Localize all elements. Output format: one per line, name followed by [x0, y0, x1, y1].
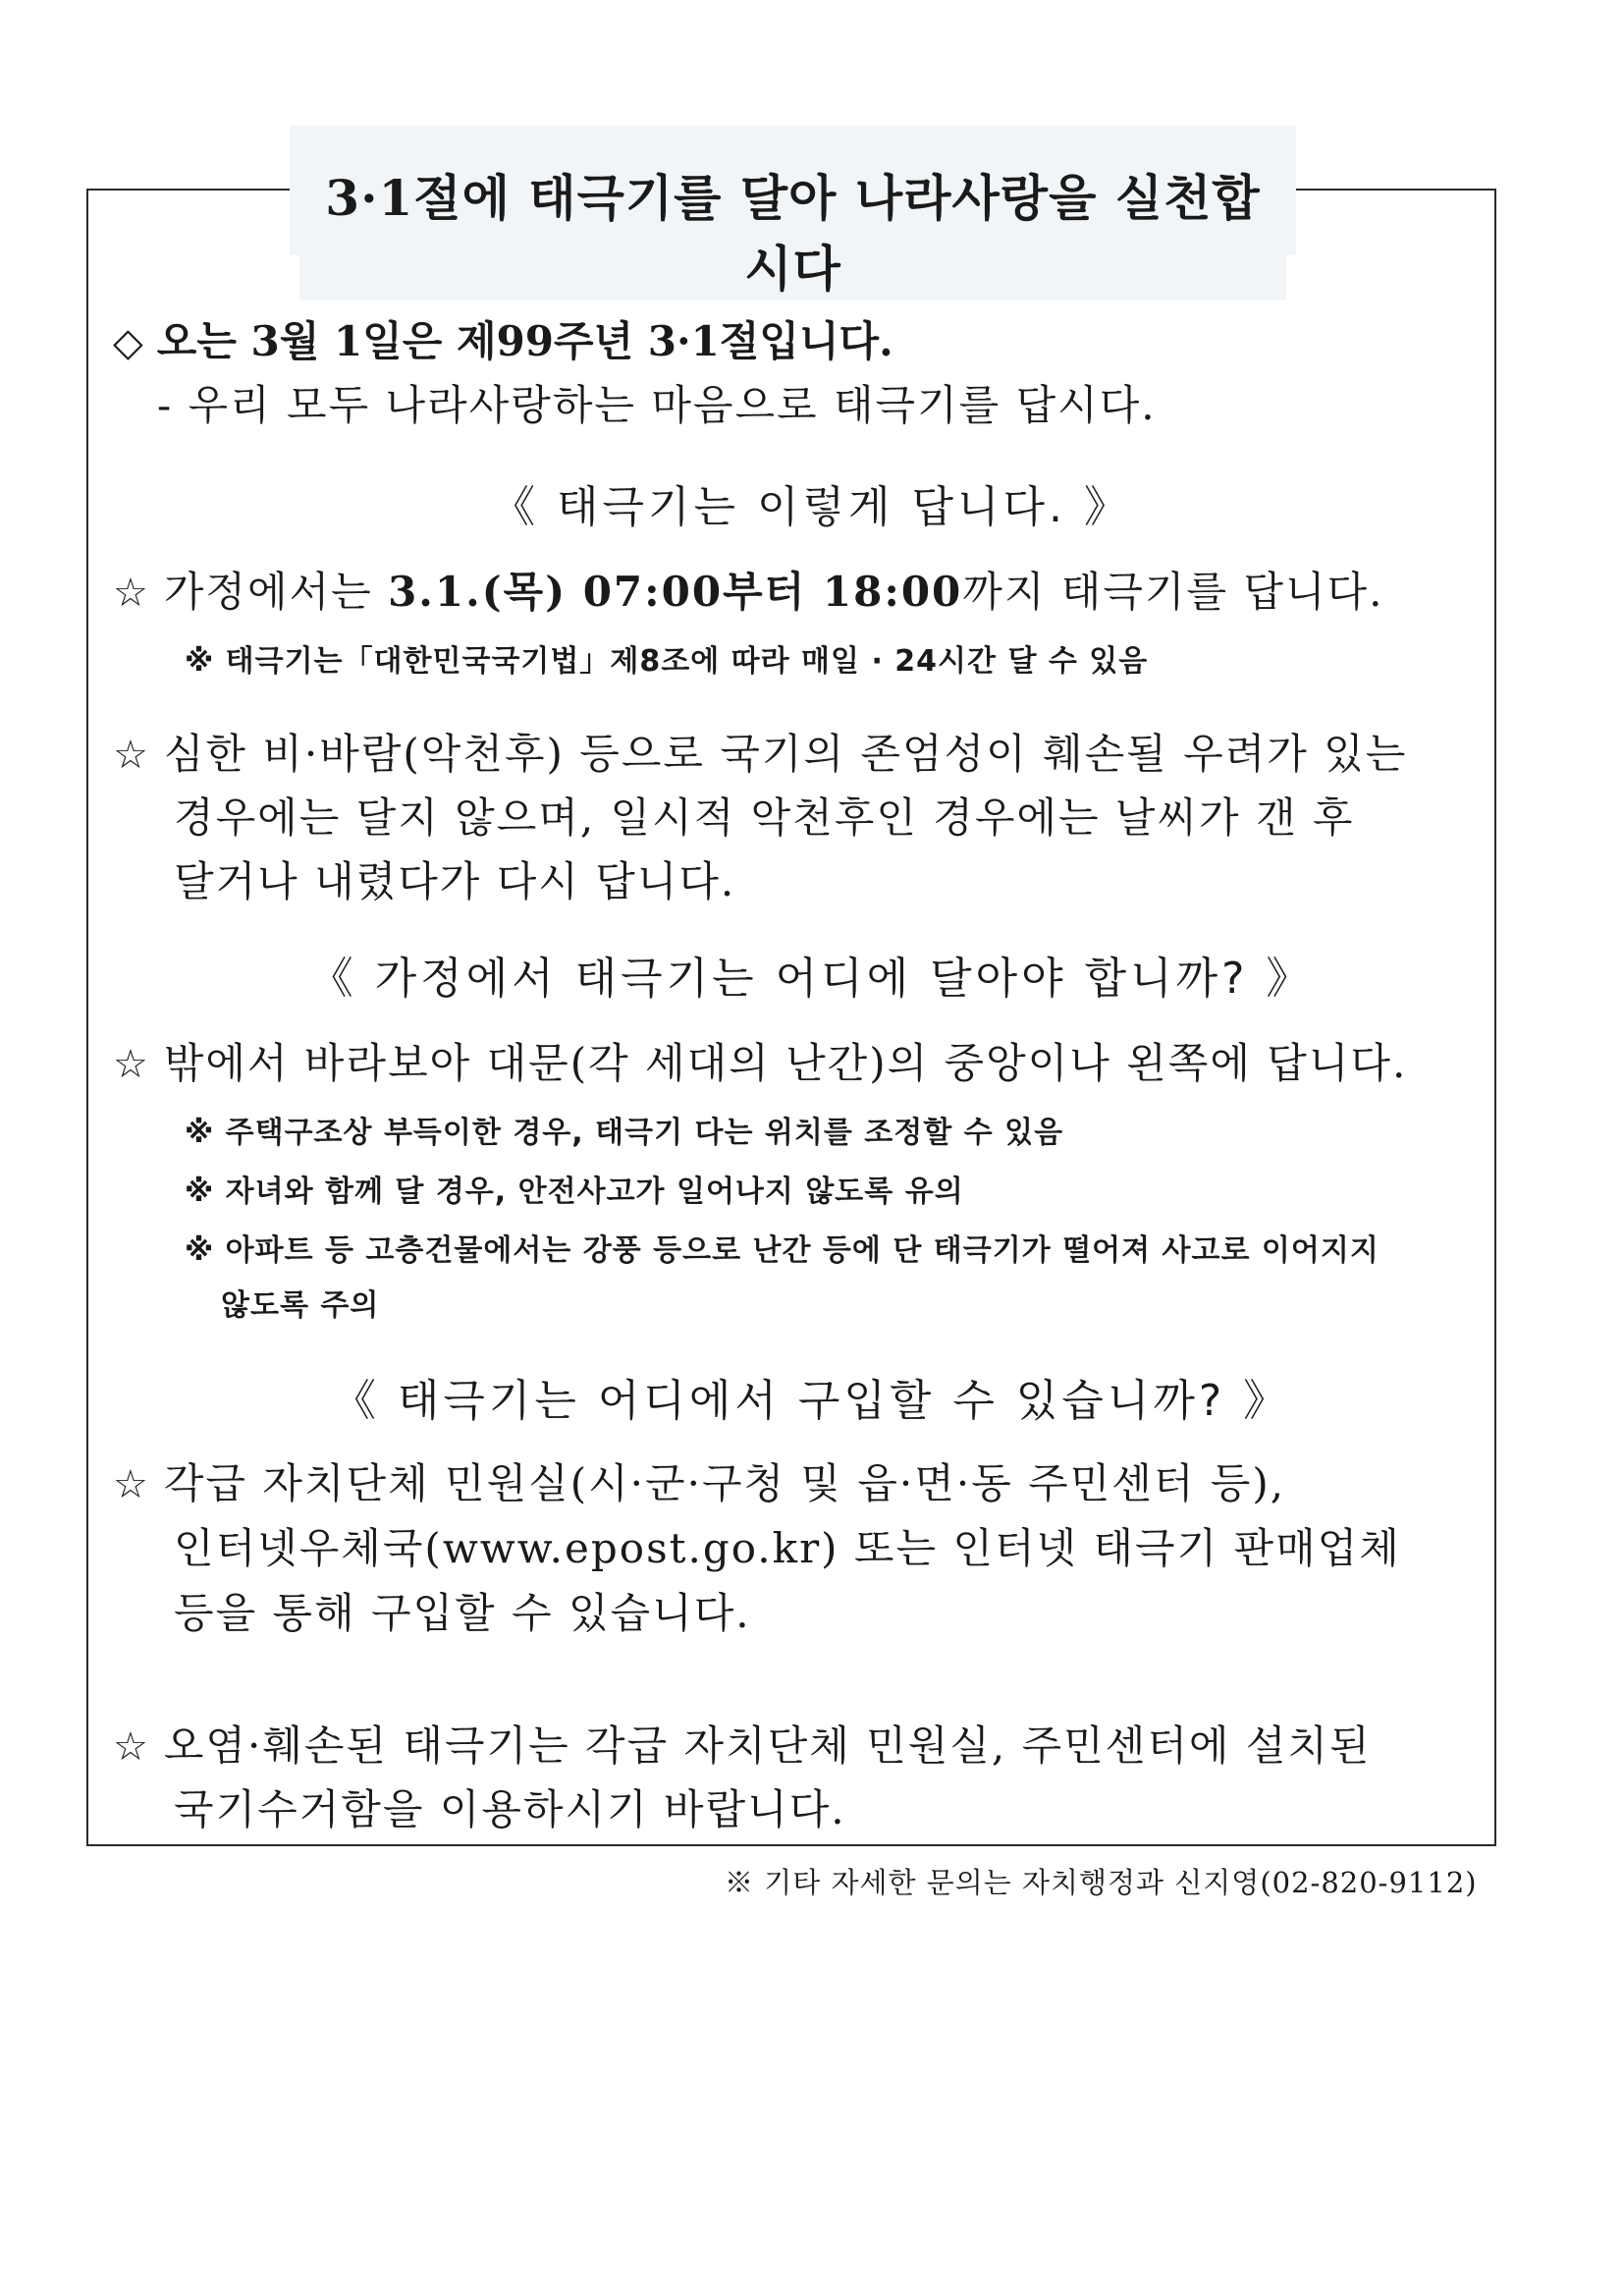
notice-title: 3·1절에 태극기를 달아 나라사랑을 실천합시다 [299, 159, 1286, 301]
section1-item1: ☆ 가정에서는 3.1.(목) 07:00부터 18:00까지 태극기를 답니다. [113, 568, 1384, 616]
section2-note-3-cont: 않도록 주의 [221, 1288, 380, 1323]
section2-note-1: ※ 주택구조상 부득이한 경우, 태극기 다는 위치를 조정할 수 있음 [185, 1116, 1064, 1150]
star-icon: ☆ [113, 1462, 150, 1507]
star-icon: ☆ [113, 733, 150, 778]
star-icon: ☆ [113, 1724, 150, 1770]
section1-item2-line3: 달거나 내렸다가 다시 답니다. [174, 857, 736, 905]
section3-item2-line2: 국기수거함을 이용하시기 바랍니다. [174, 1785, 846, 1833]
star-icon: ☆ [113, 1042, 150, 1087]
section3-item1-line3: 등을 통해 구입할 수 있습니다. [174, 1589, 751, 1637]
intro-sub: - 우리 모두 나라사랑하는 마음으로 태극기를 답시다. [157, 381, 1157, 429]
section3-item2-line1: ☆ 오염·훼손된 태극기는 각급 자치단체 민원실, 주민센터에 설치된 [113, 1722, 1372, 1770]
section1-heading: 《 태극기는 이렇게 답니다. 》 [492, 482, 1131, 532]
section2-note-3: ※ 아파트 등 고층건물에서는 강풍 등으로 난간 등에 단 태극기가 떨어져 사고로 이어지지 [185, 1233, 1380, 1268]
section2-item: ☆ 밖에서 바라보아 대문(각 세대의 난간)의 중앙이나 왼쪽에 답니다. [113, 1039, 1408, 1087]
section1-item2-line1: ☆ 심한 비·바람(악천후) 등으로 국기의 존엄성이 훼손될 우려가 있는 [113, 730, 1408, 778]
section3-heading: 《 태극기는 어디에서 구입할 수 있습니까? 》 [332, 1376, 1291, 1426]
diamond-icon: ◇ [113, 320, 143, 365]
intro-line [113, 309, 893, 368]
section3-item1-line2: 인터넷우체국(www.epost.go.kr) 또는 인터넷 태극기 판매업체 [174, 1524, 1401, 1572]
section1-item2-line2: 경우에는 달지 않으며, 일시적 악천후인 경우에는 날씨가 갠 후 [174, 793, 1355, 842]
intro-main: 오는 3월 1일은 제99주년 3·1절입니다. [156, 317, 893, 365]
section3-item1-line1: ☆ 각급 자치단체 민원실(시·군·구청 및 읍·면·동 주민센터 등), [113, 1459, 1286, 1507]
flag-hours: 3.1.(목) 07:00부터 18:00 [388, 568, 963, 616]
section2-note-2: ※ 자녀와 함께 달 경우, 안전사고가 일어나지 않도록 유의 [185, 1175, 964, 1209]
section1-note: ※ 태극기는「대한민국국기법」제8조에 따라 매일 · 24시간 달 수 있음 [185, 644, 1149, 679]
star-icon: ☆ [113, 571, 150, 616]
section2-heading: 《 가정에서 태극기는 어디에 달아야 합니까? 》 [309, 954, 1314, 1004]
contact-footer: ※ 기타 자세한 문의는 자치행정과 신지영(02-820-9112) [725, 1866, 1478, 1899]
